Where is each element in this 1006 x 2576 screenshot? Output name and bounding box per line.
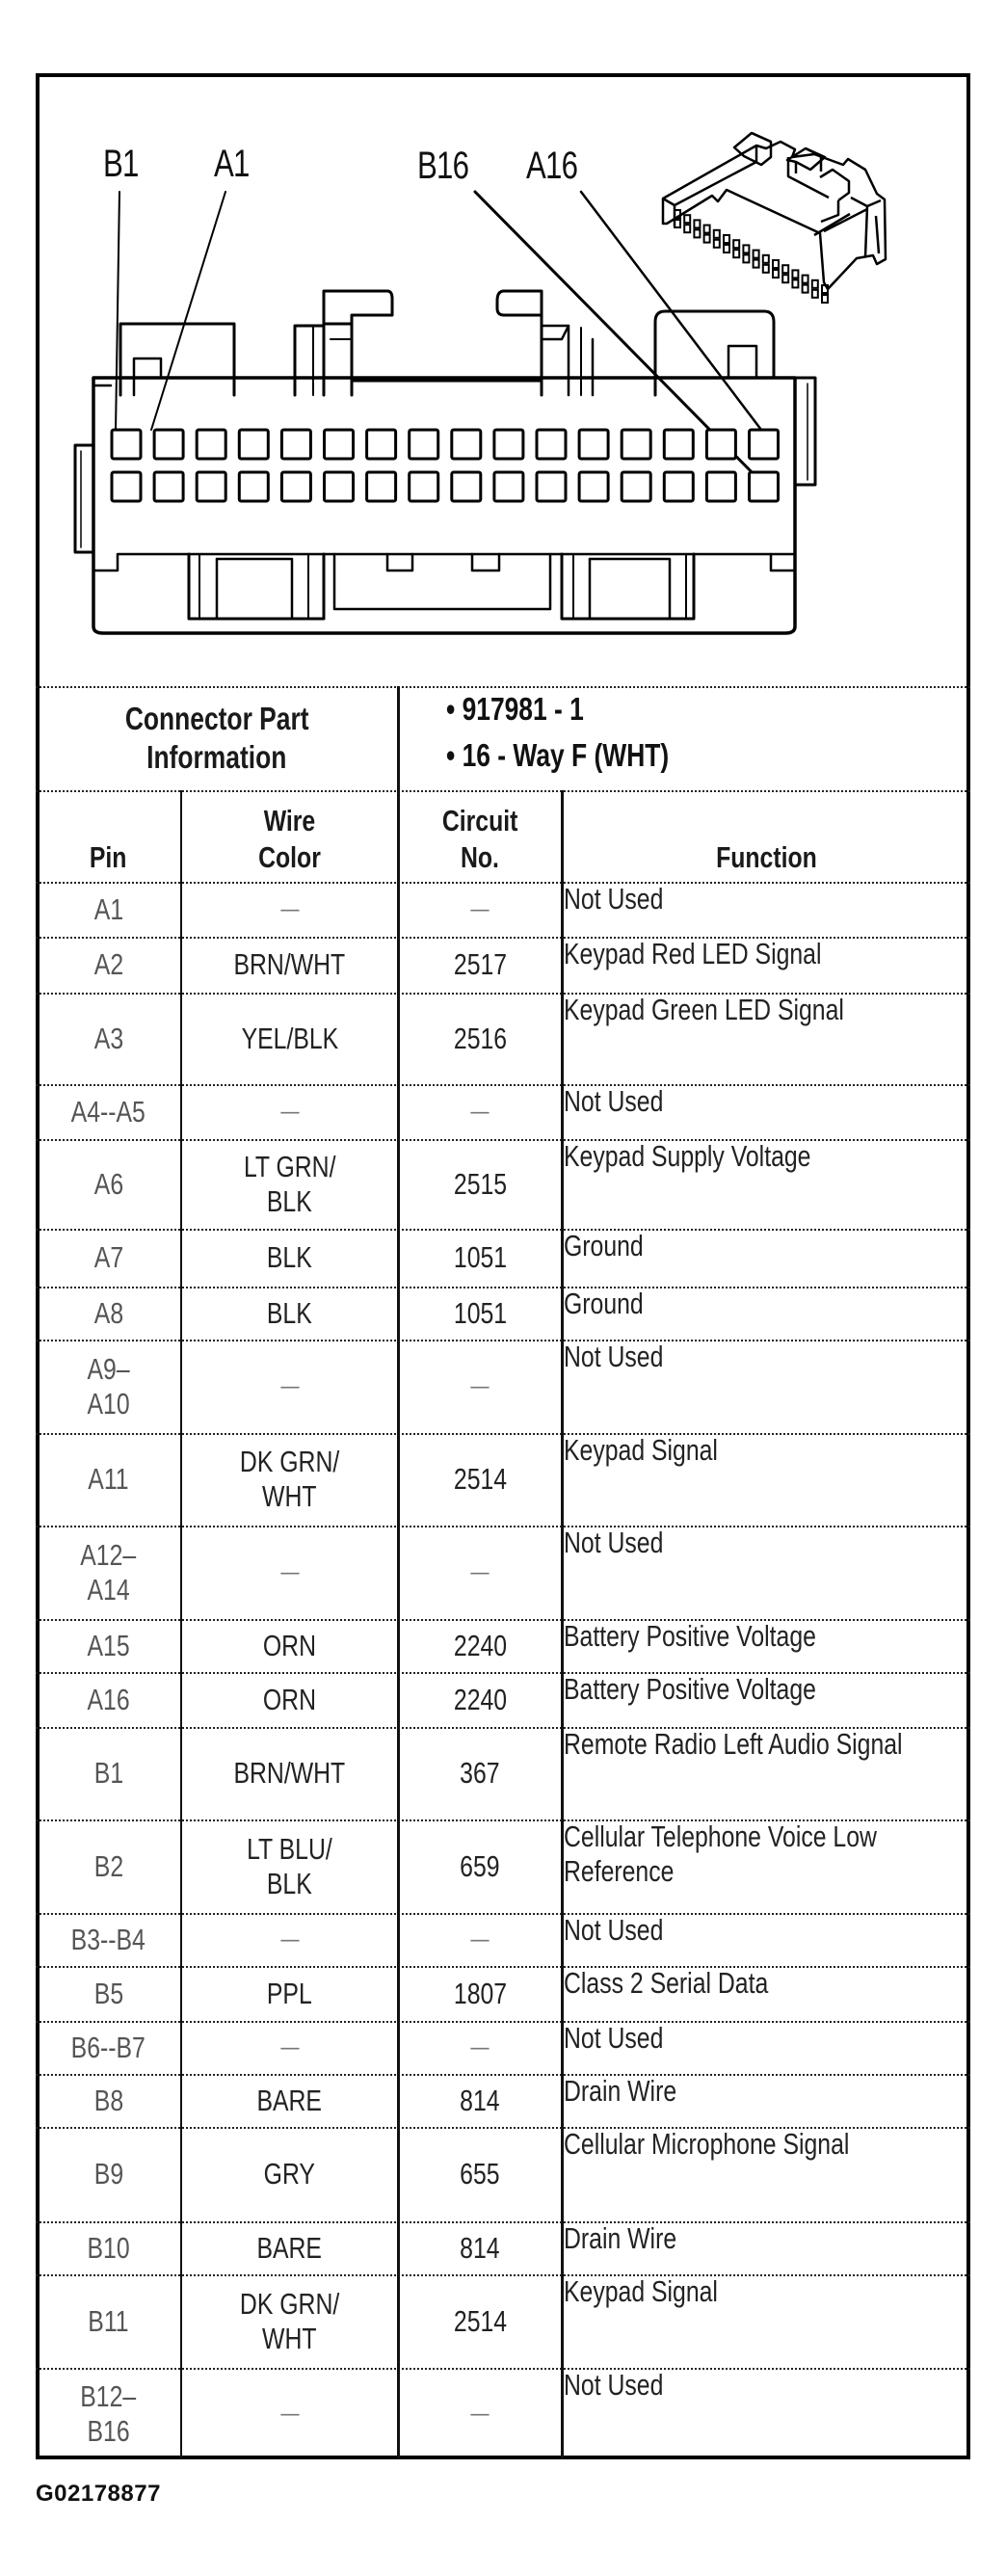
cell-text: Drain Wire [564,2221,677,2255]
cell-text: PPL [267,1976,312,2010]
table-cell-circuit-no [398,1727,562,1819]
pin-cavity-iso [704,235,710,243]
table-cell-wire-color [181,937,398,993]
cell-text: — [279,1098,300,1125]
table-cell-wire-color [181,882,398,937]
cell-text: A10 [87,1386,130,1421]
pin-cavity-iso [763,255,769,263]
table-cell-pin [36,1966,181,2021]
table-cell-pin [36,1619,181,1672]
header-pin [36,790,181,882]
table-cell-function [562,1672,970,1727]
pin-cavity-iso [714,230,720,238]
cell-text: Keypad Signal [564,2274,718,2308]
table-cell-function [562,2274,970,2368]
cell-text: — [279,1925,300,1952]
cell-text: 2516 [453,1021,507,1055]
cell-text: — [470,2400,490,2427]
table-cell-pin [36,1913,181,1966]
pin-cavity [281,472,310,501]
table-cell-circuit-no [398,1287,562,1340]
cell-text: BLK [267,1295,312,1330]
pin-cavity-iso [724,245,729,252]
table-cell-wire-color [181,1526,398,1619]
table-cell-circuit-no [398,1619,562,1672]
table-cell-function [562,1229,970,1287]
table-cell-circuit-no [398,1819,562,1913]
cell-text: Not Used [564,882,664,916]
cell-text: Cellular Telephone Voice Low Reference [564,1819,877,1888]
cell-text: B10 [87,2230,130,2265]
table-cell-function [562,993,970,1084]
table-cell-wire-color [181,2221,398,2274]
cell-text: Wire [263,804,316,837]
pin-cavity [579,472,608,501]
pin-cavity [239,430,268,459]
table-cell-function [562,1084,970,1139]
table-cell-pin [36,1229,181,1287]
table-cell-function [562,882,970,937]
header-wire-color [181,790,398,882]
table-cell-function [562,1526,970,1619]
cell-text: — [279,895,300,922]
cell-text: Battery Positive Voltage [564,1672,816,1706]
cell-text: B1 [93,1756,123,1790]
cell-text: B8 [93,2083,123,2117]
cell-text: — [470,1925,490,1952]
pin-cavity-iso [812,280,818,288]
cell-text: A15 [87,1628,130,1662]
pin-cavity-iso [782,265,788,273]
pin-cavity [452,430,481,459]
cell-text: Battery Positive Voltage [564,1619,816,1653]
pin-cavity [112,430,141,459]
cell-text: 367 [460,1756,500,1790]
pin-cavity [410,472,438,501]
cell-text: BARE [256,2083,323,2117]
table-cell-circuit-no [398,882,562,937]
pin-cavity [537,430,566,459]
table-cell-wire-color [181,993,398,1084]
cell-text: No. [461,840,499,874]
pin-cavity [154,430,183,459]
pin-cavity [281,430,310,459]
cell-text: Pin [90,840,127,874]
cell-text: 1051 [453,1295,507,1330]
pin-cavity-iso [675,220,680,227]
table-cell-pin [36,2274,181,2368]
cell-text: BARE [256,2230,323,2265]
cell-text: 814 [460,2083,500,2117]
table-cell-pin [36,1287,181,1340]
cell-text: B12– [80,2378,137,2413]
pin-cavity-iso [684,215,690,223]
table-cell-wire-color [181,1819,398,1913]
table-cell-wire-color [181,1229,398,1287]
cell-text: Keypad Signal [564,1433,718,1467]
table-cell-pin [36,937,181,993]
cell-text: Keypad Supply Voltage [564,1139,811,1173]
table-cell-circuit-no [398,2127,562,2221]
table-cell-wire-color [181,1619,398,1672]
pin-cavity-iso [754,260,759,268]
connector-face-drawing [0,0,1006,686]
pin-cavity [494,472,523,501]
pin-cavity-iso [754,251,759,258]
figure-id: G02178877 [36,2481,161,2507]
table-cell-circuit-no [398,1913,562,1966]
pin-cavity-iso [812,290,818,298]
table-cell-function [562,1819,970,1913]
table-cell-circuit-no [398,2368,562,2459]
cell-text: LT GRN/ [243,1149,336,1183]
cell-text: 2514 [453,1462,507,1496]
table-cell-pin [36,1727,181,1819]
cell-text: A4--A5 [70,1094,146,1129]
cell-text: Function [715,840,817,874]
cell-text: 2517 [453,947,507,981]
label-b16: B16 [417,145,469,187]
cell-text: 2515 [453,1166,507,1201]
pin-cavity [325,430,354,459]
cell-text: 2514 [453,2303,507,2338]
pin-cavity [622,472,650,501]
cell-text: B2 [93,1848,123,1883]
table-cell-circuit-no [398,2274,562,2368]
pin-cavity [452,472,481,501]
cell-text: Not Used [564,2368,664,2402]
table-cell-circuit-no [398,1433,562,1526]
table-cell-circuit-no [398,2021,562,2074]
connector-part-info-value [398,686,970,790]
cell-text: A3 [93,1021,123,1055]
pin-cavity-iso [822,295,828,303]
pin-cavity-iso [803,276,808,283]
pin-cavity-iso [724,235,729,243]
header-circuit-no [398,790,562,882]
cell-text: A6 [93,1166,123,1201]
cell-text: Keypad Green LED Signal [564,993,844,1026]
pin-cavity-iso [714,240,720,248]
pin-cavity-iso [782,275,788,282]
table-cell-function [562,1966,970,2021]
cell-text: B6--B7 [70,2030,146,2064]
pin-cavity-iso [743,254,749,262]
pin-cavity [197,430,225,459]
pin-cavity [664,430,693,459]
pin-cavity-iso [803,285,808,293]
table-cell-pin [36,1433,181,1526]
table-cell-wire-color [181,1966,398,2021]
table-cell-circuit-no [398,1084,562,1139]
label-a1: A1 [214,143,250,185]
cell-text: — [470,1098,490,1125]
cell-text: GRY [263,2157,316,2191]
table-cell-circuit-no [398,1966,562,2021]
cell-text: 655 [460,2157,500,2191]
table-cell-wire-color [181,1139,398,1229]
pin-cavity-iso [733,250,739,257]
pin-cavity [494,430,523,459]
cell-text: Connector Part [124,701,309,736]
pin-cavity [706,472,735,501]
cell-text: 1807 [453,1976,507,2010]
cell-text: A11 [88,1462,129,1496]
table-cell-pin [36,2021,181,2074]
pin-cavity [154,472,183,501]
table-cell-circuit-no [398,993,562,1084]
pin-cavity-iso [733,240,739,248]
pin-cavity [367,430,396,459]
table-cell-wire-color [181,2274,398,2368]
table-cell-function [562,2221,970,2274]
pin-cavity [112,472,141,501]
table-cell-circuit-no [398,2074,562,2127]
table-cell-function [562,2127,970,2221]
table-cell-function [562,2368,970,2459]
cell-text: 814 [460,2230,500,2265]
cell-text: DK GRN/ [239,1445,340,1478]
table-cell-wire-color [181,1084,398,1139]
table-cell-pin [36,1819,181,1913]
cell-text: BRN/WHT [233,1756,346,1790]
table-cell-circuit-no [398,2221,562,2274]
pin-cavity [537,472,566,501]
table-cell-function [562,1727,970,1819]
label-b1: B1 [103,143,139,185]
pin-cavity-iso [684,225,690,232]
pin-cavity-iso [792,270,798,278]
cell-text: Drain Wire [564,2074,677,2108]
table-cell-function [562,1139,970,1229]
pin-cavity [664,472,693,501]
pin-cavity [367,472,396,501]
cell-text: BRN/WHT [233,947,346,981]
cell-text: 659 [460,1848,500,1883]
table-cell-circuit-no [398,1340,562,1433]
table-cell-wire-color [181,1287,398,1340]
cell-text: BLK [267,1240,312,1274]
pin-cavity-iso [792,279,798,287]
pin-cavity-iso [694,220,700,227]
table-cell-wire-color [181,1672,398,1727]
label-a16: A16 [526,145,578,187]
cell-text: BLK [267,1866,312,1900]
cell-text: — [470,2033,490,2060]
pin-cavity-iso [704,226,710,233]
cell-text: — [470,1372,490,1399]
table-cell-function [562,1433,970,1526]
table-cell-wire-color [181,1340,398,1433]
table-cell-pin [36,1139,181,1229]
cell-text: A7 [93,1240,123,1274]
table-cell-pin [36,1526,181,1619]
cell-text: A2 [93,947,123,981]
table-cell-wire-color [181,1913,398,1966]
connector-diagram [0,0,1006,686]
cell-text: ORN [262,1682,317,1716]
table-cell-pin [36,993,181,1084]
cell-text: — [279,1372,300,1399]
cell-text: — [470,895,490,922]
pin-cavity-iso [763,265,769,273]
cell-text: A14 [87,1572,130,1607]
pin-cavity [410,430,438,459]
table-cell-wire-color [181,1433,398,1526]
cell-text: BLK [267,1183,312,1218]
table-cell-circuit-no [398,1672,562,1727]
table-cell-pin [36,2221,181,2274]
table-cell-pin [36,1672,181,1727]
table-cell-pin [36,2127,181,2221]
table-cell-pin [36,2074,181,2127]
pin-cavity-iso [743,245,749,252]
table-cell-circuit-no [398,1229,562,1287]
pin-cavity-iso [773,260,779,268]
cell-text: YEL/BLK [241,1021,338,1055]
cell-text: B16 [87,2413,130,2448]
cell-text: WHT [262,1479,317,1513]
table-cell-function [562,1287,970,1340]
cell-text: 2240 [453,1628,507,1662]
cell-text: B9 [93,2157,123,2191]
pin-cavity [239,472,268,501]
table-cell-wire-color [181,2074,398,2127]
cell-text: 2240 [453,1682,507,1716]
cell-text: Ground [564,1287,644,1320]
cell-text: — [279,1558,300,1585]
cell-text: B5 [93,1976,123,2010]
cell-text: • 16 - Way F (WHT) [446,737,670,773]
cell-text: WHT [262,2321,317,2355]
table-cell-pin [36,2368,181,2459]
cell-text: A16 [87,1682,130,1716]
pin-cavity-iso [773,270,779,278]
table-cell-pin [36,1084,181,1139]
pin-cavity [706,430,735,459]
table-cell-wire-color [181,2368,398,2459]
cell-text: • 917981 - 1 [446,691,584,727]
table-cell-wire-color [181,2021,398,2074]
pin-cavity [197,472,225,501]
cell-text: — [470,1558,490,1585]
cell-text: B11 [88,2303,129,2338]
cell-text: — [279,2033,300,2060]
cell-text: A1 [93,891,123,926]
pin-cavity [622,430,650,459]
cell-text: Circuit [441,804,518,837]
cell-text: ORN [262,1628,317,1662]
cell-text: Keypad Red LED Signal [564,937,822,970]
pin-cavity-iso [694,229,700,237]
cell-text: Not Used [564,1526,664,1559]
cell-text: A8 [93,1295,123,1330]
table-cell-circuit-no [398,1526,562,1619]
table-cell-pin [36,882,181,937]
table-cell-wire-color [181,1727,398,1819]
cell-text: Cellular Microphone Signal [564,2127,850,2161]
table-cell-function [562,1913,970,1966]
table-cell-wire-color [181,2127,398,2221]
pin-cavity [325,472,354,501]
pin-cavity [579,430,608,459]
cell-text: A9– [87,1351,130,1386]
cell-text: Information [146,739,287,775]
cell-text: Ground [564,1229,644,1262]
cell-text: B3--B4 [70,1922,146,1956]
table-cell-circuit-no [398,1139,562,1229]
table-cell-function [562,2074,970,2127]
cell-text: Not Used [564,2021,664,2055]
header-function [562,790,970,882]
cell-text: Remote Radio Left Audio Signal [564,1727,903,1761]
cell-text: Color [258,840,321,874]
cell-text: Class 2 Serial Data [564,1966,769,2000]
cell-text: A12– [80,1537,137,1572]
cell-text: DK GRN/ [239,2286,340,2321]
pin-cavity [750,472,779,501]
table-cell-pin [36,1340,181,1433]
cell-text: LT BLU/ [247,1831,332,1866]
table-cell-circuit-no [398,937,562,993]
cell-text: Not Used [564,1084,664,1118]
table-cell-function [562,1340,970,1433]
pin-cavity [750,430,779,459]
cell-text: Not Used [564,1913,664,1947]
table-cell-function [562,2021,970,2074]
table-cell-function [562,937,970,993]
cell-text: 1051 [453,1240,507,1274]
connector-part-info-label [36,686,398,790]
table-cell-function [562,1619,970,1672]
cell-text: — [279,2400,300,2427]
cell-text: Not Used [564,1340,664,1373]
